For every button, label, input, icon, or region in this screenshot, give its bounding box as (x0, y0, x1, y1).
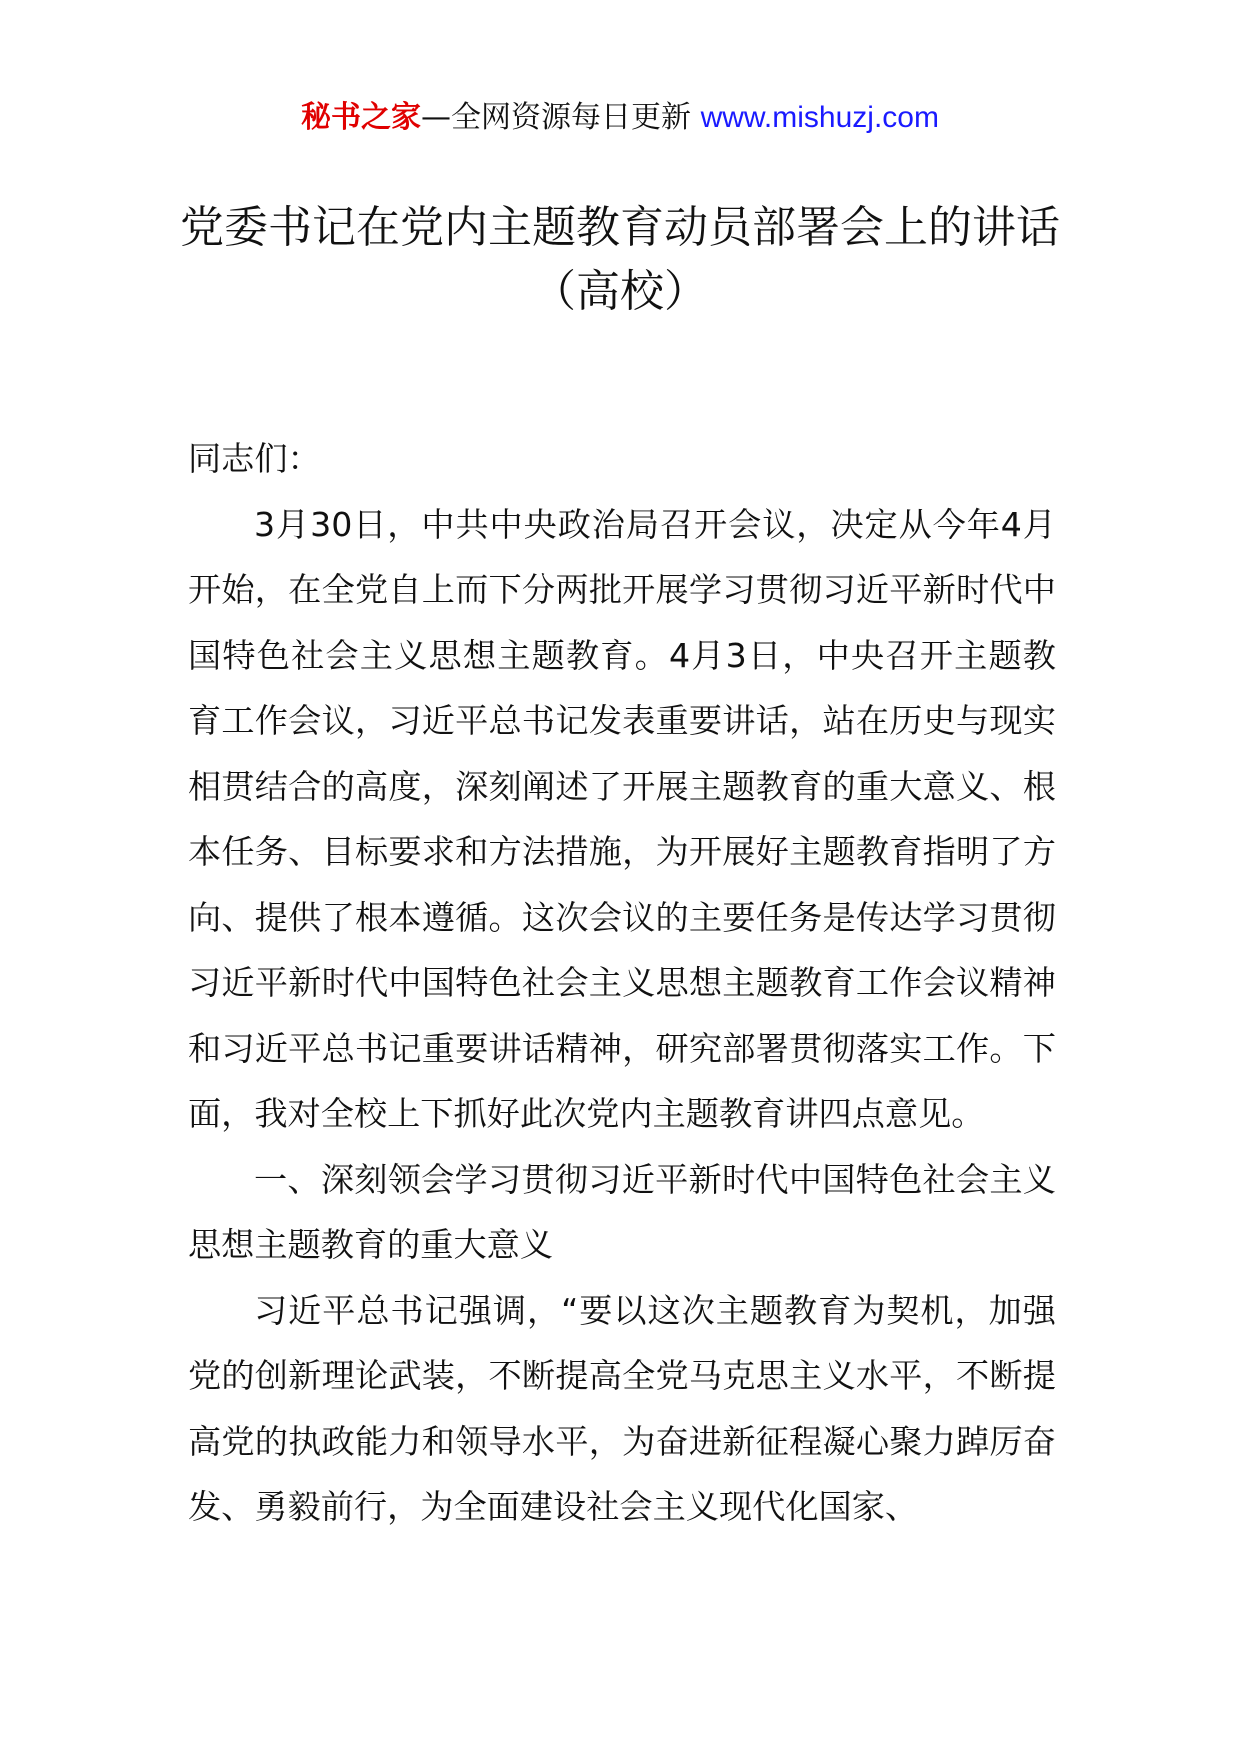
document-title: 党委书记在党内主题教育动员部署会上的讲话（高校） (180, 202, 1060, 317)
salutation: 同志们： (188, 439, 321, 478)
paragraph-intro: 3月30日，中共中央政治局召开会议，决定从今年4月开始，在全党自上而下分两批开展学习贯彻习近平新时代中国特色社会主义思想主题教育。4月3日，中央召开主题教育工作会议，习近平总书记发表重要讲话，站在历史与现实相贯结合的高度，深刻阐述了开展主题教育的重大意义、根本任务、目标要求和方法措施，为开展好主题教育指明了方向、提供了根本遵循。这次会议的主要任务是传达学习贯彻习近平新时代中国特色社会主义思想主题教育工作会议精神和习近平总书记重要讲话精神，研究部署贯彻落实工作。下面，我对全校上下抓好此次党内主题教育讲四点意见。 (188, 504, 1056, 1133)
section-heading-one: 一、深刻领会学习贯彻习近平新时代中国特色社会主义思想主题教育的重大意义 (188, 1159, 1056, 1264)
banner-url-link[interactable]: www.mishuzj.com (700, 101, 939, 134)
banner-tagline: —全网资源每日更新 (421, 100, 701, 135)
document-body (188, 426, 1056, 1540)
paragraph-section-one: 习近平总书记强调，“要以这次主题教育为契机，加强党的创新理论武装，不断提高全党马克思主义水平，不断提高党的执政能力和领导水平，为奋进新征程凝心聚力踔厉奋发、勇毅前行，为全面建设社会主义现代化国家、 (188, 1290, 1056, 1526)
banner-brand: 秘书之家 (301, 100, 422, 135)
site-banner (0, 98, 1240, 138)
